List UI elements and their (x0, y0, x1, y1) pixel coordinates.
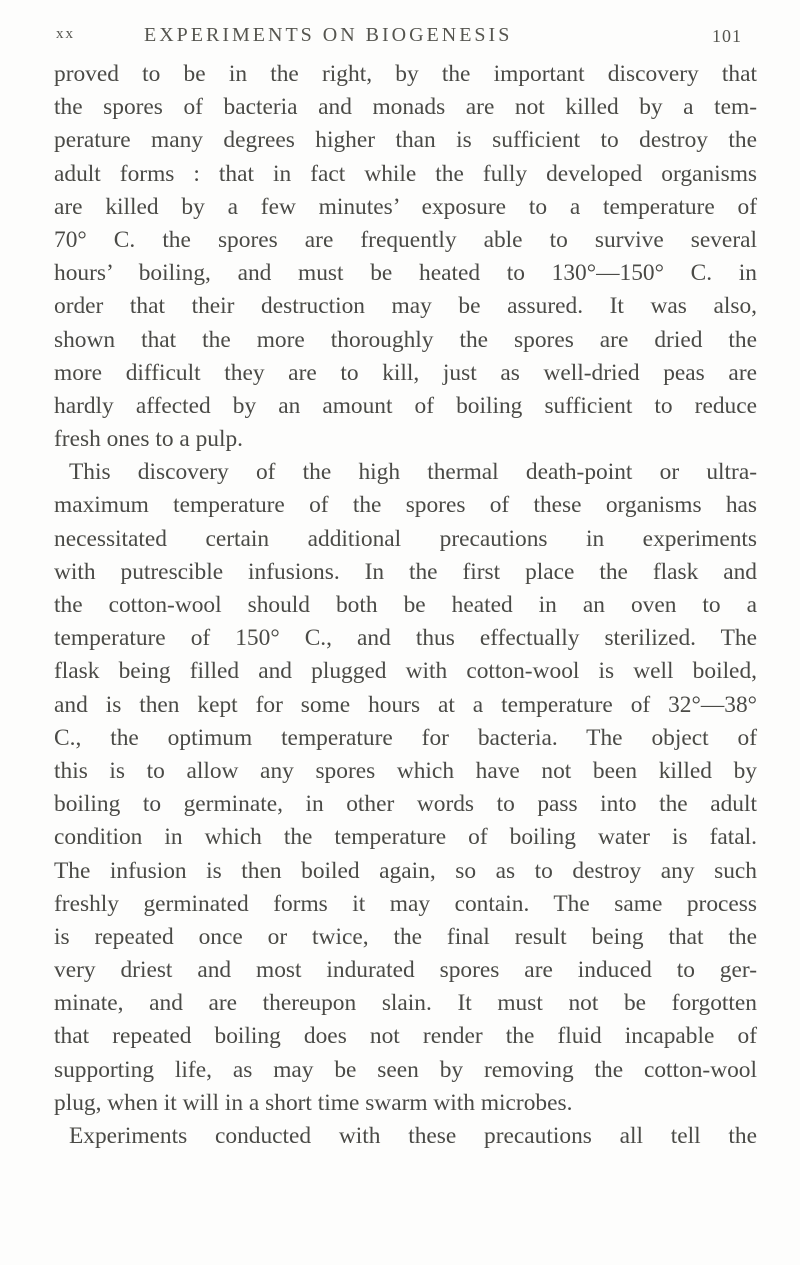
text-line: order that their destruction may be assured. It was also, (54, 293, 757, 320)
text-line: minate, and are thereupon slain. It must not be forgotten (54, 990, 757, 1017)
chapter-number: xx (56, 26, 75, 42)
text-line: the cotton-wool should both be heated in an oven to a (54, 592, 757, 618)
paragraph-end-line: fresh ones to a pulp. (54, 426, 244, 453)
text-line: perature many degrees higher than is sufficient to destroy the (54, 127, 757, 154)
text-line: maximum temperature of the spores of these organisms has (54, 492, 757, 519)
text-line: temperature of 150° C., and thus effectually sterilized. The (54, 625, 757, 652)
text-line: this is to allow any spores which have not been killed by (54, 757, 757, 784)
text-line: are killed by a few minutes’ exposure to a temperature of (54, 193, 757, 220)
running-head (56, 18, 756, 54)
text-line: hours’ boiling, and must be heated to 130°—150° C. in (54, 260, 757, 287)
text-line: the spores of bacteria and monads are not killed by a tem- (54, 94, 757, 121)
paragraph-start-line: Experiments conducted with these precautions all tell the (69, 1123, 757, 1149)
text-line: very driest and most indurated spores are induced to ger- (54, 957, 757, 984)
text-line: that repeated boiling does not render the fluid incapable of (54, 1023, 757, 1050)
text-line: adult forms : that in fact while the fully developed organisms (54, 160, 757, 187)
text-line: more difficult they are to kill, just as well-dried peas are (54, 359, 757, 386)
text-line: condition in which the temperature of boiling water is fatal. (54, 824, 757, 851)
text-line: shown that the more thoroughly the spores are dried the (54, 326, 757, 353)
text-line: with putrescible infusions. In the first place the flask and (54, 558, 757, 585)
body-text (54, 58, 757, 1153)
text-line: and is then kept for some hours at a temperature of 32°—38° (54, 691, 757, 718)
paragraph-end-line: plug, when it will in a short time swarm with microbes. (54, 1089, 573, 1116)
text-line: 70° C. the spores are frequently able to survive several (54, 226, 757, 253)
text-line: flask being filled and plugged with cotton-wool is well boiled, (54, 658, 757, 685)
text-line: proved to be in the right, by the important discovery that (54, 61, 757, 87)
text-line: The infusion is then boiled again, so as to destroy any such (54, 857, 757, 884)
paragraph-start-line: This discovery of the high thermal death-point or ultra- (69, 459, 757, 486)
text-line: supporting life, as may be seen by removing the cotton-wool (54, 1056, 757, 1083)
page-number: 101 (712, 26, 742, 46)
text-line: is repeated once or twice, the final result being that the (54, 923, 757, 950)
running-title: EXPERIMENTS ON BIOGENESIS (144, 24, 513, 46)
text-line: boiling to germinate, in other words to pass into the adult (54, 791, 757, 818)
text-line: freshly germinated forms it may contain. The same process (54, 890, 757, 917)
text-line: C., the optimum temperature for bacteria. The object of (54, 724, 757, 751)
text-line: hardly affected by an amount of boiling sufficient to reduce (54, 392, 757, 419)
text-line: necessitated certain additional precautions in experiments (54, 525, 757, 552)
